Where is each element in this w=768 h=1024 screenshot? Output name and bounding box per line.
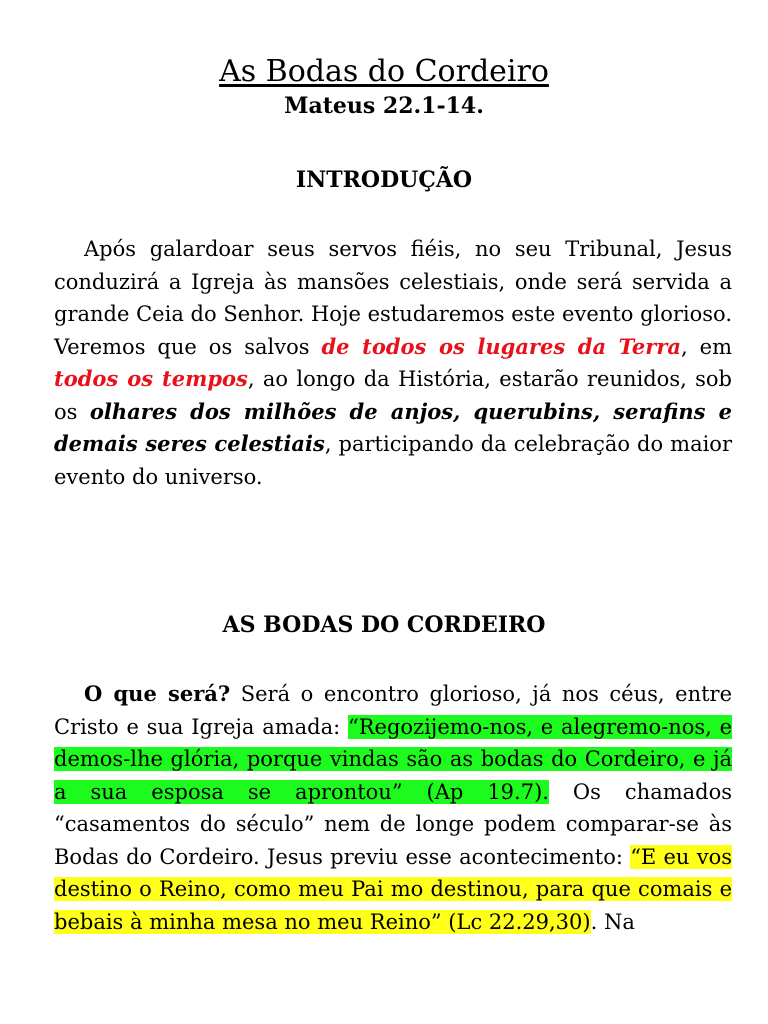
intro-text-2: , em [681, 334, 732, 359]
intro-text-1: Após galardoar seus servos fiéis, no seu Tribunal, Jesus conduzirá a Igreja às mansões celestiais, onde será servida a grande Ceia do Senhor. Hoje estudaremos este evento glorioso. Veremos que os salvos [54, 237, 732, 359]
section-lead: O que será? [84, 681, 231, 706]
intro-paragraph [54, 233, 732, 493]
intro-emphasis-places: de todos os lugares da Terra [321, 333, 681, 359]
intro-text-3: , ao longo da História, estarão reunidos, sob os [54, 367, 732, 424]
highlighted-quote-luke: “E eu vos destino o Reino, como meu Pai mo destinou, para que comais e bebais à minha mesa no meu Reino” (Lc 22.29,30) [54, 844, 732, 934]
intro-text-4: , participando da celebração do maior evento do universo. [54, 432, 732, 489]
intro-emphasis-times: todos os tempos [54, 366, 248, 391]
document-title: As Bodas do Cordeiro [219, 54, 549, 89]
highlighted-quote-apocalypse: “Regozijemo-nos, e alegremo-nos, e demos-lhe glória, porque vindas são as bodas do Cordeiro, e já a sua esposa se aprontou” (Ap 19.7). [54, 714, 732, 804]
section-text-1: Será o encontro glorioso, já nos céus, entre Cristo e sua Igreja amada: [54, 682, 733, 739]
document-subtitle: Mateus 22.1-14. [284, 93, 484, 119]
section-paragraph [54, 678, 732, 938]
section-heading: AS BODAS DO CORDEIRO [222, 612, 546, 638]
section-text-2: Os chamados “casamentos do século” nem de longe podem comparar-se às Bodas do Cordeiro. Jesus previu esse acontecimento: [54, 779, 733, 869]
intro-heading: INTRODUÇÃO [295, 167, 473, 193]
intro-emphasis-angels: olhares dos milhões de anjos, querubins, serafins e demais seres celestiais [54, 398, 732, 456]
section-text-3: . Na [590, 909, 635, 934]
